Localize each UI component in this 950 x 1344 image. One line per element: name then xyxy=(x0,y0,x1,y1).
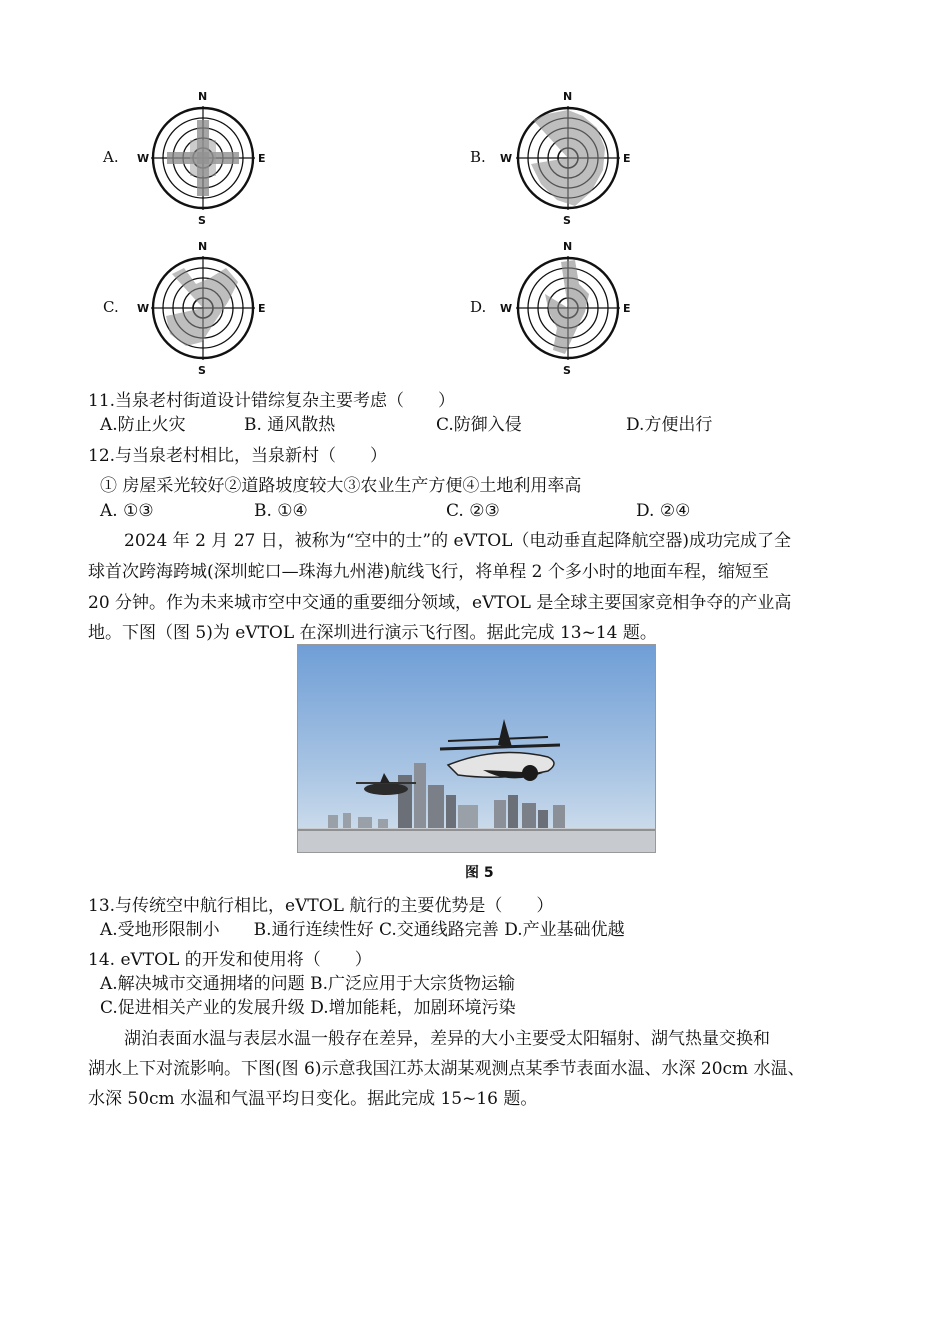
passage2-line-3: 水深 50cm 水温和气温平均日变化。据此完成 15~16 题。 xyxy=(88,1089,538,1109)
wind-rose-d xyxy=(505,238,635,378)
wind-rose-b xyxy=(505,88,635,228)
rose-c-w: W xyxy=(137,302,150,315)
rose-c-label: C. xyxy=(103,298,119,316)
q14-stem: 14. eVTOL 的开发和使用将（ ） xyxy=(88,950,372,970)
rose-c-e: E xyxy=(258,302,266,315)
q14-options-row-1: A.解决城市交通拥堵的问题 B.广泛应用于大宗货物运输 xyxy=(100,974,515,994)
rose-d-label: D. xyxy=(470,298,487,316)
q12-option-d: D. ②④ xyxy=(636,501,691,521)
rose-b-e: E xyxy=(623,152,631,165)
passage1-line-4: 地。下图（图 5)为 eVTOL 在深圳进行演示飞行图。据此完成 13~14 题。 xyxy=(88,623,657,643)
q11-option-d: D.方便出行 xyxy=(626,415,713,435)
rose-b-s: S xyxy=(563,214,571,227)
q12-option-c: C. ②③ xyxy=(446,501,500,521)
rose-d-w: W xyxy=(500,302,513,315)
rose-a-n: N xyxy=(198,90,208,103)
waterfront xyxy=(298,828,655,852)
rose-a-e: E xyxy=(258,152,266,165)
q12-items: ① 房屋采光较好②道路坡度较大③农业生产方便④土地利用率高 xyxy=(100,476,582,496)
rose-d-e: E xyxy=(623,302,631,315)
q11-stem: 11.当泉老村街道设计错综复杂主要考虑（ ） xyxy=(88,391,456,411)
rose-b-label: B. xyxy=(470,148,486,166)
figure-5-caption: 图 5 xyxy=(465,865,494,881)
passage1-line-1: 2024 年 2 月 27 日，被称为“空中的士”的 eVTOL（电动垂直起降航空器)成功完成了全 xyxy=(124,531,792,551)
q12-stem: 12.与当泉老村相比，当泉新村（ ） xyxy=(88,446,388,466)
rose-b-w: W xyxy=(500,152,513,165)
passage2-line-2: 湖水上下对流影响。下图(图 6)示意我国江苏太湖某观测点某季节表面水温、水深 20cm 水温、 xyxy=(88,1059,805,1079)
wind-rose-c xyxy=(140,238,270,378)
figure-5-photo xyxy=(297,644,656,853)
q11-option-a: A.防止火灾 xyxy=(100,415,186,435)
rose-b-n: N xyxy=(563,90,573,103)
passage1-line-3: 20 分钟。作为未来城市空中交通的重要细分领域，eVTOL 是全球主要国家竞相争夺的产业高 xyxy=(88,593,792,613)
q11-option-b: B. 通风散热 xyxy=(244,415,336,435)
rose-a-label: A. xyxy=(103,148,119,166)
wind-rose-a xyxy=(140,88,270,228)
passage1-line-2: 球首次跨海跨城(深圳蛇口—珠海九州港)航线飞行，将单程 2 个多小时的地面车程，缩短至 xyxy=(88,562,769,582)
q12-option-a: A. ①③ xyxy=(100,501,154,521)
q14-options-row-2: C.促进相关产业的发展升级 D.增加能耗，加剧环境污染 xyxy=(100,998,516,1018)
q12-option-b: B. ①④ xyxy=(254,501,308,521)
rose-a-w: W xyxy=(137,152,150,165)
rose-c-s: S xyxy=(198,364,206,377)
q11-option-c: C.防御入侵 xyxy=(436,415,522,435)
rose-d-n: N xyxy=(563,240,573,253)
passage2-line-1: 湖泊表面水温与表层水温一般存在差异，差异的大小主要受太阳辐射、湖气热量交换和 xyxy=(124,1029,770,1049)
rose-a-s: S xyxy=(198,214,206,227)
q13-options: A.受地形限制小 B.通行连续性好 C.交通线路完善 D.产业基础优越 xyxy=(100,920,625,940)
evtol-flight-illustration xyxy=(298,645,655,852)
q13-stem: 13.与传统空中航行相比，eVTOL 航行的主要优势是（ ） xyxy=(88,896,554,916)
rose-d-s: S xyxy=(563,364,571,377)
rose-c-n: N xyxy=(198,240,208,253)
